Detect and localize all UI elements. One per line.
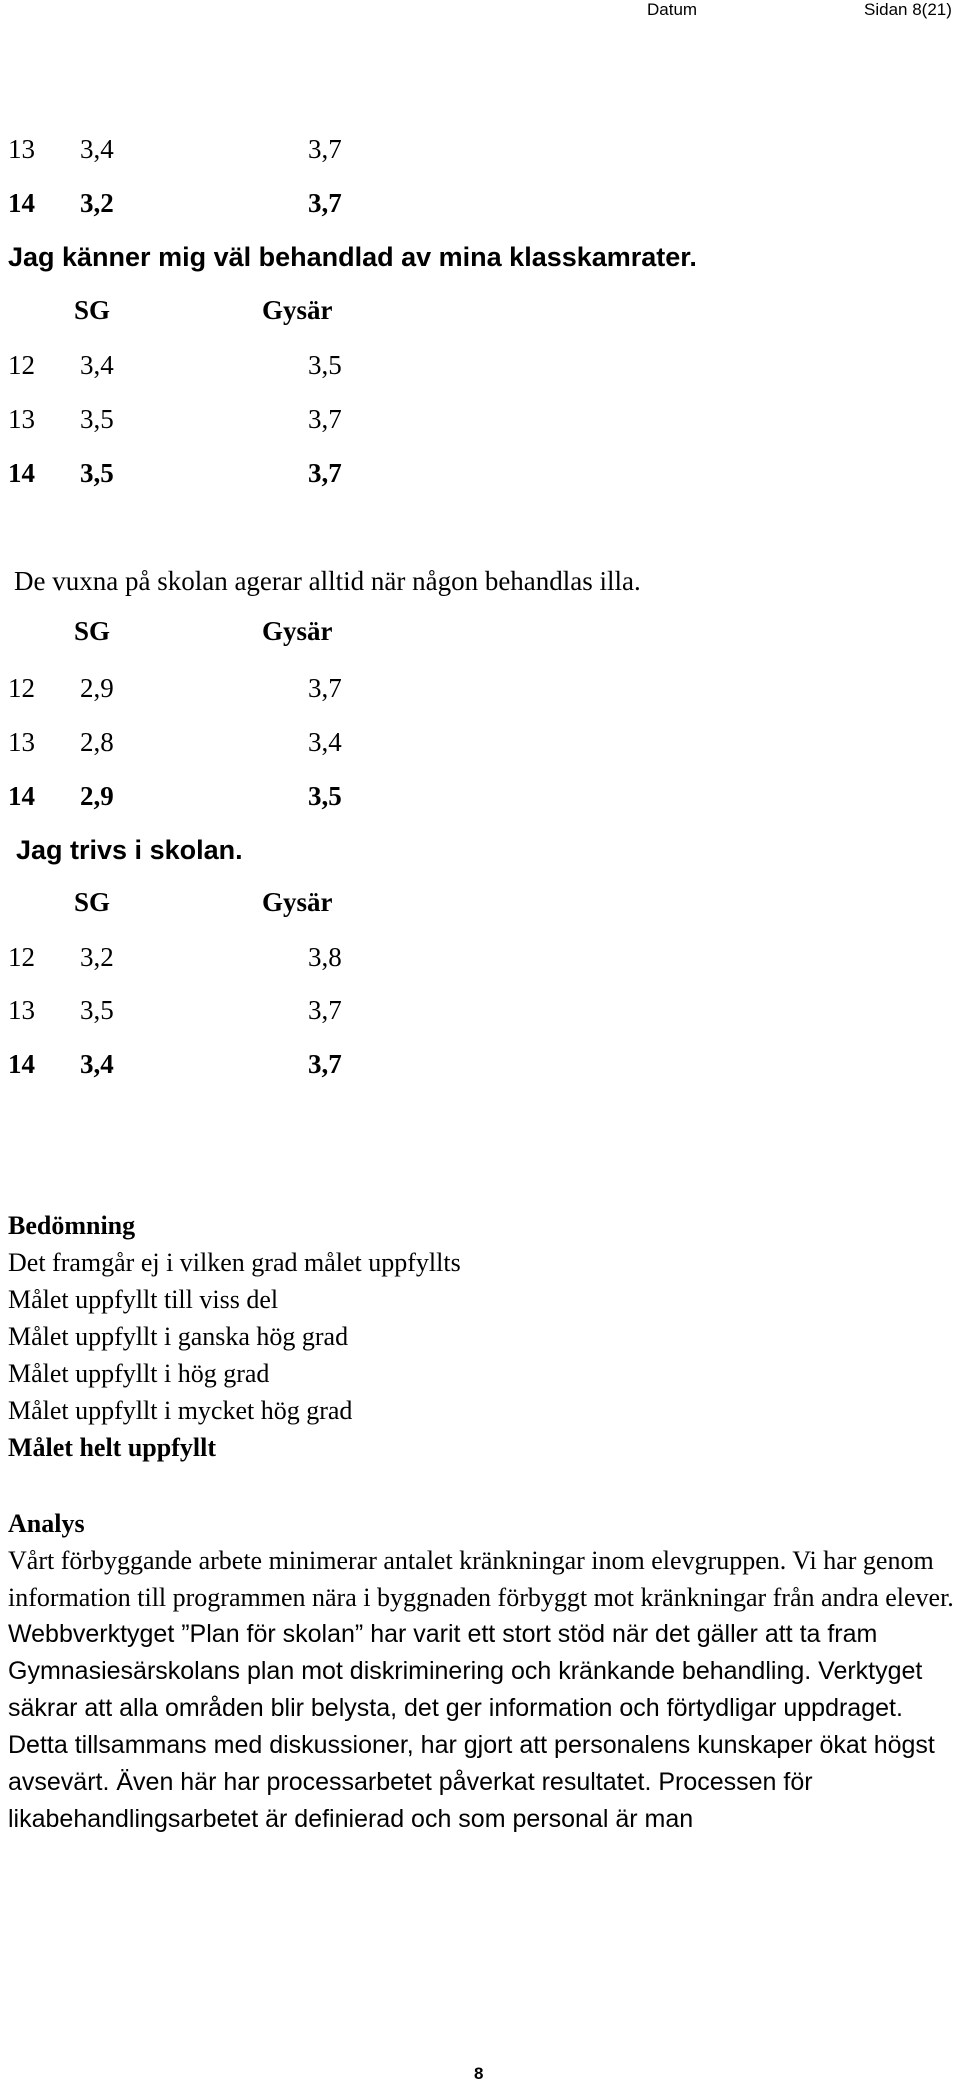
year-cell: 12 xyxy=(8,942,35,972)
analysis-paragraph: Vårt förbyggande arbete minimerar antalet kränkningar inom elevgruppen. Vi har genom information till programmen nära i byggnaden förbyggt mot kränkningar från andra elever. xyxy=(8,1546,954,1612)
gysar-value-cell: 3,7 xyxy=(308,673,342,703)
year-cell: 13 xyxy=(8,727,35,757)
assessment-section xyxy=(8,1207,461,1466)
table-row xyxy=(8,991,408,1029)
sg-value-cell: 3,5 xyxy=(80,404,114,434)
year-cell: 13 xyxy=(8,995,35,1025)
question-title: Jag känner mig väl behandlad av mina klasskamrater. xyxy=(8,242,697,272)
gysar-value-cell: 3,7 xyxy=(308,1049,342,1079)
sg-value-cell: 2,8 xyxy=(80,727,114,757)
header-page-label: Sidan 8(21) xyxy=(864,0,952,19)
assessment-item-selected: Målet helt uppfyllt xyxy=(8,1433,216,1462)
gysar-value-cell: 3,5 xyxy=(308,781,342,811)
gysar-value-cell: 3,8 xyxy=(308,942,342,972)
assessment-item: Det framgår ej i vilken grad målet uppfyllts xyxy=(8,1248,461,1277)
column-header-gysar: Gysär xyxy=(262,295,333,325)
table-row xyxy=(8,723,408,761)
gysar-value-cell: 3,7 xyxy=(308,404,342,434)
gysar-value-cell: 3,7 xyxy=(308,188,342,218)
year-cell: 14 xyxy=(8,188,35,218)
question-title: Jag trivs i skolan. xyxy=(16,835,243,865)
sg-value-cell: 2,9 xyxy=(80,673,114,703)
assessment-item: Målet uppfyllt i mycket hög grad xyxy=(8,1396,353,1425)
table-row xyxy=(8,346,408,384)
column-header-sg: SG xyxy=(74,887,111,917)
column-header-sg: SG xyxy=(74,295,111,325)
table-row xyxy=(8,938,408,976)
table-row xyxy=(8,400,408,438)
table-row xyxy=(8,454,408,492)
assessment-title: Bedömning xyxy=(8,1211,136,1240)
column-header-sg: SG xyxy=(74,616,111,646)
year-cell: 12 xyxy=(8,350,35,380)
sg-value-cell: 3,2 xyxy=(80,188,114,218)
sg-value-cell: 3,2 xyxy=(80,942,114,972)
year-cell: 13 xyxy=(8,134,35,164)
question-title: De vuxna på skolan agerar alltid när någon behandlas illa. xyxy=(14,566,641,596)
year-cell: 14 xyxy=(8,1049,35,1079)
assessment-item: Målet uppfyllt i ganska hög grad xyxy=(8,1322,349,1351)
sg-value-cell: 3,4 xyxy=(80,350,114,380)
gysar-value-cell: 3,4 xyxy=(308,727,342,757)
header-date-label: Datum xyxy=(647,0,698,19)
column-header-row xyxy=(8,291,408,329)
gysar-value-cell: 3,7 xyxy=(308,995,342,1025)
gysar-value-cell: 3,5 xyxy=(308,350,342,380)
table-row xyxy=(8,130,408,168)
gysar-value-cell: 3,7 xyxy=(308,134,342,164)
sg-value-cell: 3,4 xyxy=(80,1049,114,1079)
analysis-section xyxy=(8,1505,956,1838)
sg-value-cell: 3,5 xyxy=(80,995,114,1025)
table-row xyxy=(8,1045,408,1083)
sg-value-cell: 3,5 xyxy=(80,458,114,488)
year-cell: 14 xyxy=(8,458,35,488)
table-row xyxy=(8,777,408,815)
sg-value-cell: 2,9 xyxy=(80,781,114,811)
year-cell: 12 xyxy=(8,673,35,703)
gysar-value-cell: 3,7 xyxy=(308,458,342,488)
column-header-gysar: Gysär xyxy=(262,887,333,917)
analysis-title: Analys xyxy=(8,1509,85,1538)
column-header-row xyxy=(8,612,408,650)
year-cell: 13 xyxy=(8,404,35,434)
year-cell: 14 xyxy=(8,781,35,811)
sg-value-cell: 3,4 xyxy=(80,134,114,164)
assessment-item: Målet uppfyllt i hög grad xyxy=(8,1359,270,1388)
analysis-paragraph: Webbverktyget ”Plan för skolan” har varit ett stort stöd när det gäller att ta fram Gymnasiesärskolans plan mot diskriminering och kränkande behandling. Verktyget säkrar att alla områden blir belysta, det ger information och förtydligar uppdraget. Detta tillsammans med diskussioner, har gjort att personalens kunskaper ökat högst avsevärt. Även här har processarbetet påverkat resultatet. Processen för likabehandlingsarbetet är definierad och som personal är man xyxy=(8,1620,935,1833)
column-header-row xyxy=(8,883,408,921)
assessment-item: Målet uppfyllt till viss del xyxy=(8,1285,279,1314)
column-header-gysar: Gysär xyxy=(262,616,333,646)
table-row xyxy=(8,184,408,222)
table-row xyxy=(8,669,408,707)
page-number: 8 xyxy=(474,2064,484,2083)
